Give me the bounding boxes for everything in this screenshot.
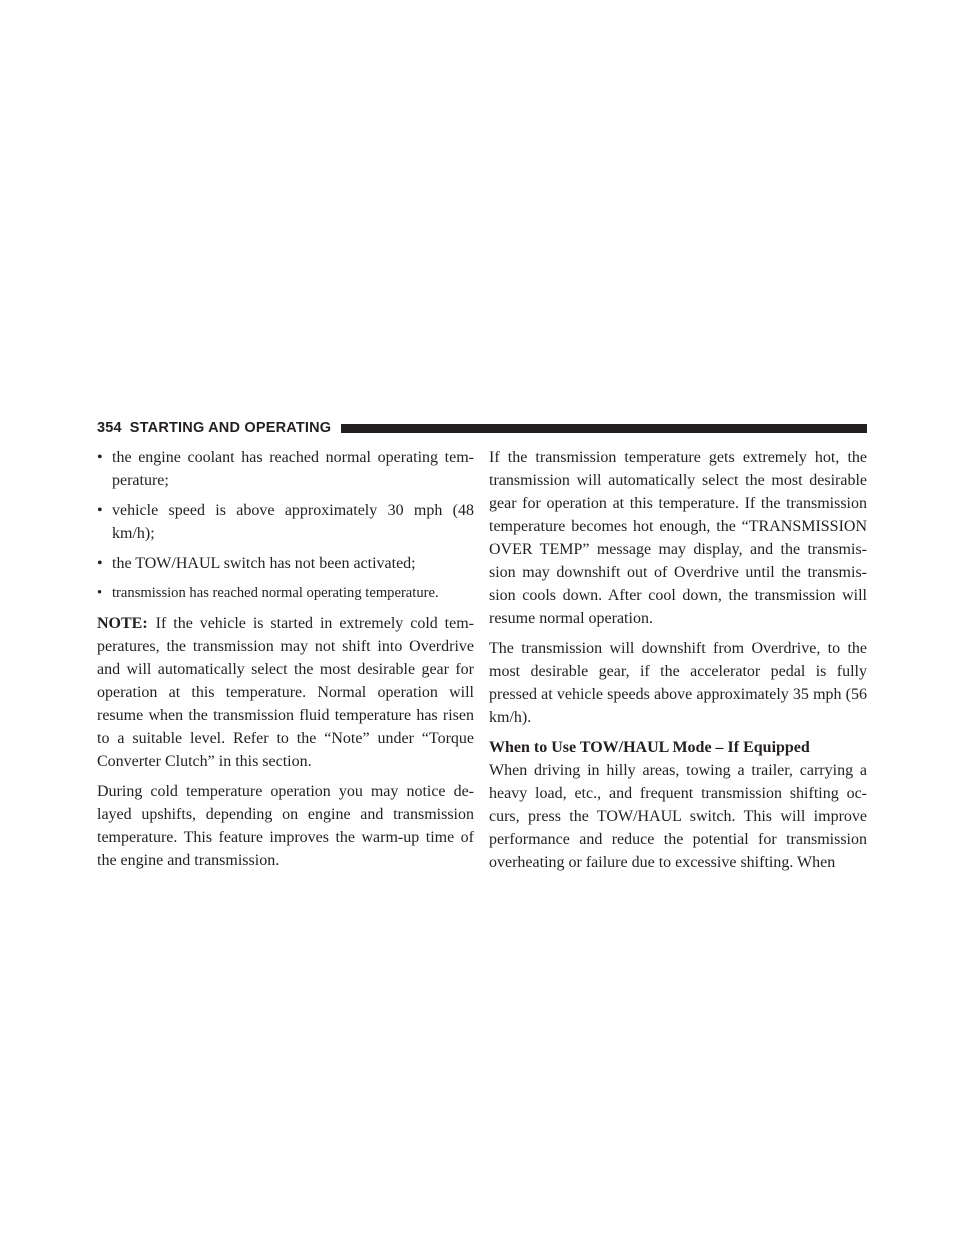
page-header — [97, 418, 867, 438]
section-title: STARTING AND OPERATING — [129, 420, 332, 436]
bullet-icon: • — [97, 502, 103, 519]
bullet-text: the engine coolant has reached normal operating tem-perature; — [112, 449, 474, 489]
bullet-text: the TOW/HAUL switch has not been activated; — [112, 555, 416, 572]
bullet-icon: • — [97, 555, 103, 572]
page-number: 354 — [97, 420, 122, 436]
right-column — [489, 446, 867, 881]
bullet-icon: • — [97, 449, 103, 466]
bullet-icon: • — [97, 585, 103, 601]
note-text: If the vehicle is started in extremely cold tem-peratures, the transmission may not shift into Overdrive and will automatically select the most desirable gear for operation at this temperature. Normal operation will resume when the transmission fluid temperature has risen to a suitable level. Refer to the “Note” under “Torque Converter Clutch” in this section. — [97, 615, 474, 770]
bullet-text: vehicle speed is above approximately 30 mph (48 km/h); — [112, 502, 474, 542]
bullet-item — [97, 552, 474, 575]
tow-haul-paragraph: When driving in hilly areas, towing a trailer, carrying a heavy load, etc., and frequent transmission shifting oc-curs, press the TOW/HAUL switch. This will improve performance and reduce the potential for transmission overheating or failure due to excessive shifting. When — [489, 762, 867, 871]
hot-transmission-paragraph: If the transmission temperature gets extremely hot, the transmission will automatically select the most desirable gear for operation at this temperature. If the transmission temperature becomes hot enough, the “TRANSMISSION OVER TEMP” message may display, and the transmis-sion may downshift out of Overdrive until the transmis-sion cools down. After cool down, the transmission will resume normal operation. — [489, 449, 867, 627]
header-rule — [341, 424, 867, 433]
bullet-item — [97, 446, 474, 492]
left-column — [97, 446, 474, 879]
bullet-item — [97, 582, 474, 605]
downshift-paragraph: The transmission will downshift from Overdrive, to the most desirable gear, if the accelerator pedal is fully pressed at vehicle speeds above approximately 35 mph (56 km/h). — [489, 640, 867, 726]
tow-haul-subheading: When to Use TOW/HAUL Mode – If Equipped — [489, 739, 810, 756]
bullet-item — [97, 499, 474, 545]
note-paragraph — [97, 612, 474, 773]
note-label: NOTE: — [97, 615, 148, 632]
bullet-text: transmission has reached normal operating temperature. — [112, 585, 439, 601]
cold-operation-paragraph: During cold temperature operation you may notice de-layed upshifts, depending on engine and transmission temperature. This feature improves the warm-up time of the engine and transmission. — [97, 783, 474, 869]
